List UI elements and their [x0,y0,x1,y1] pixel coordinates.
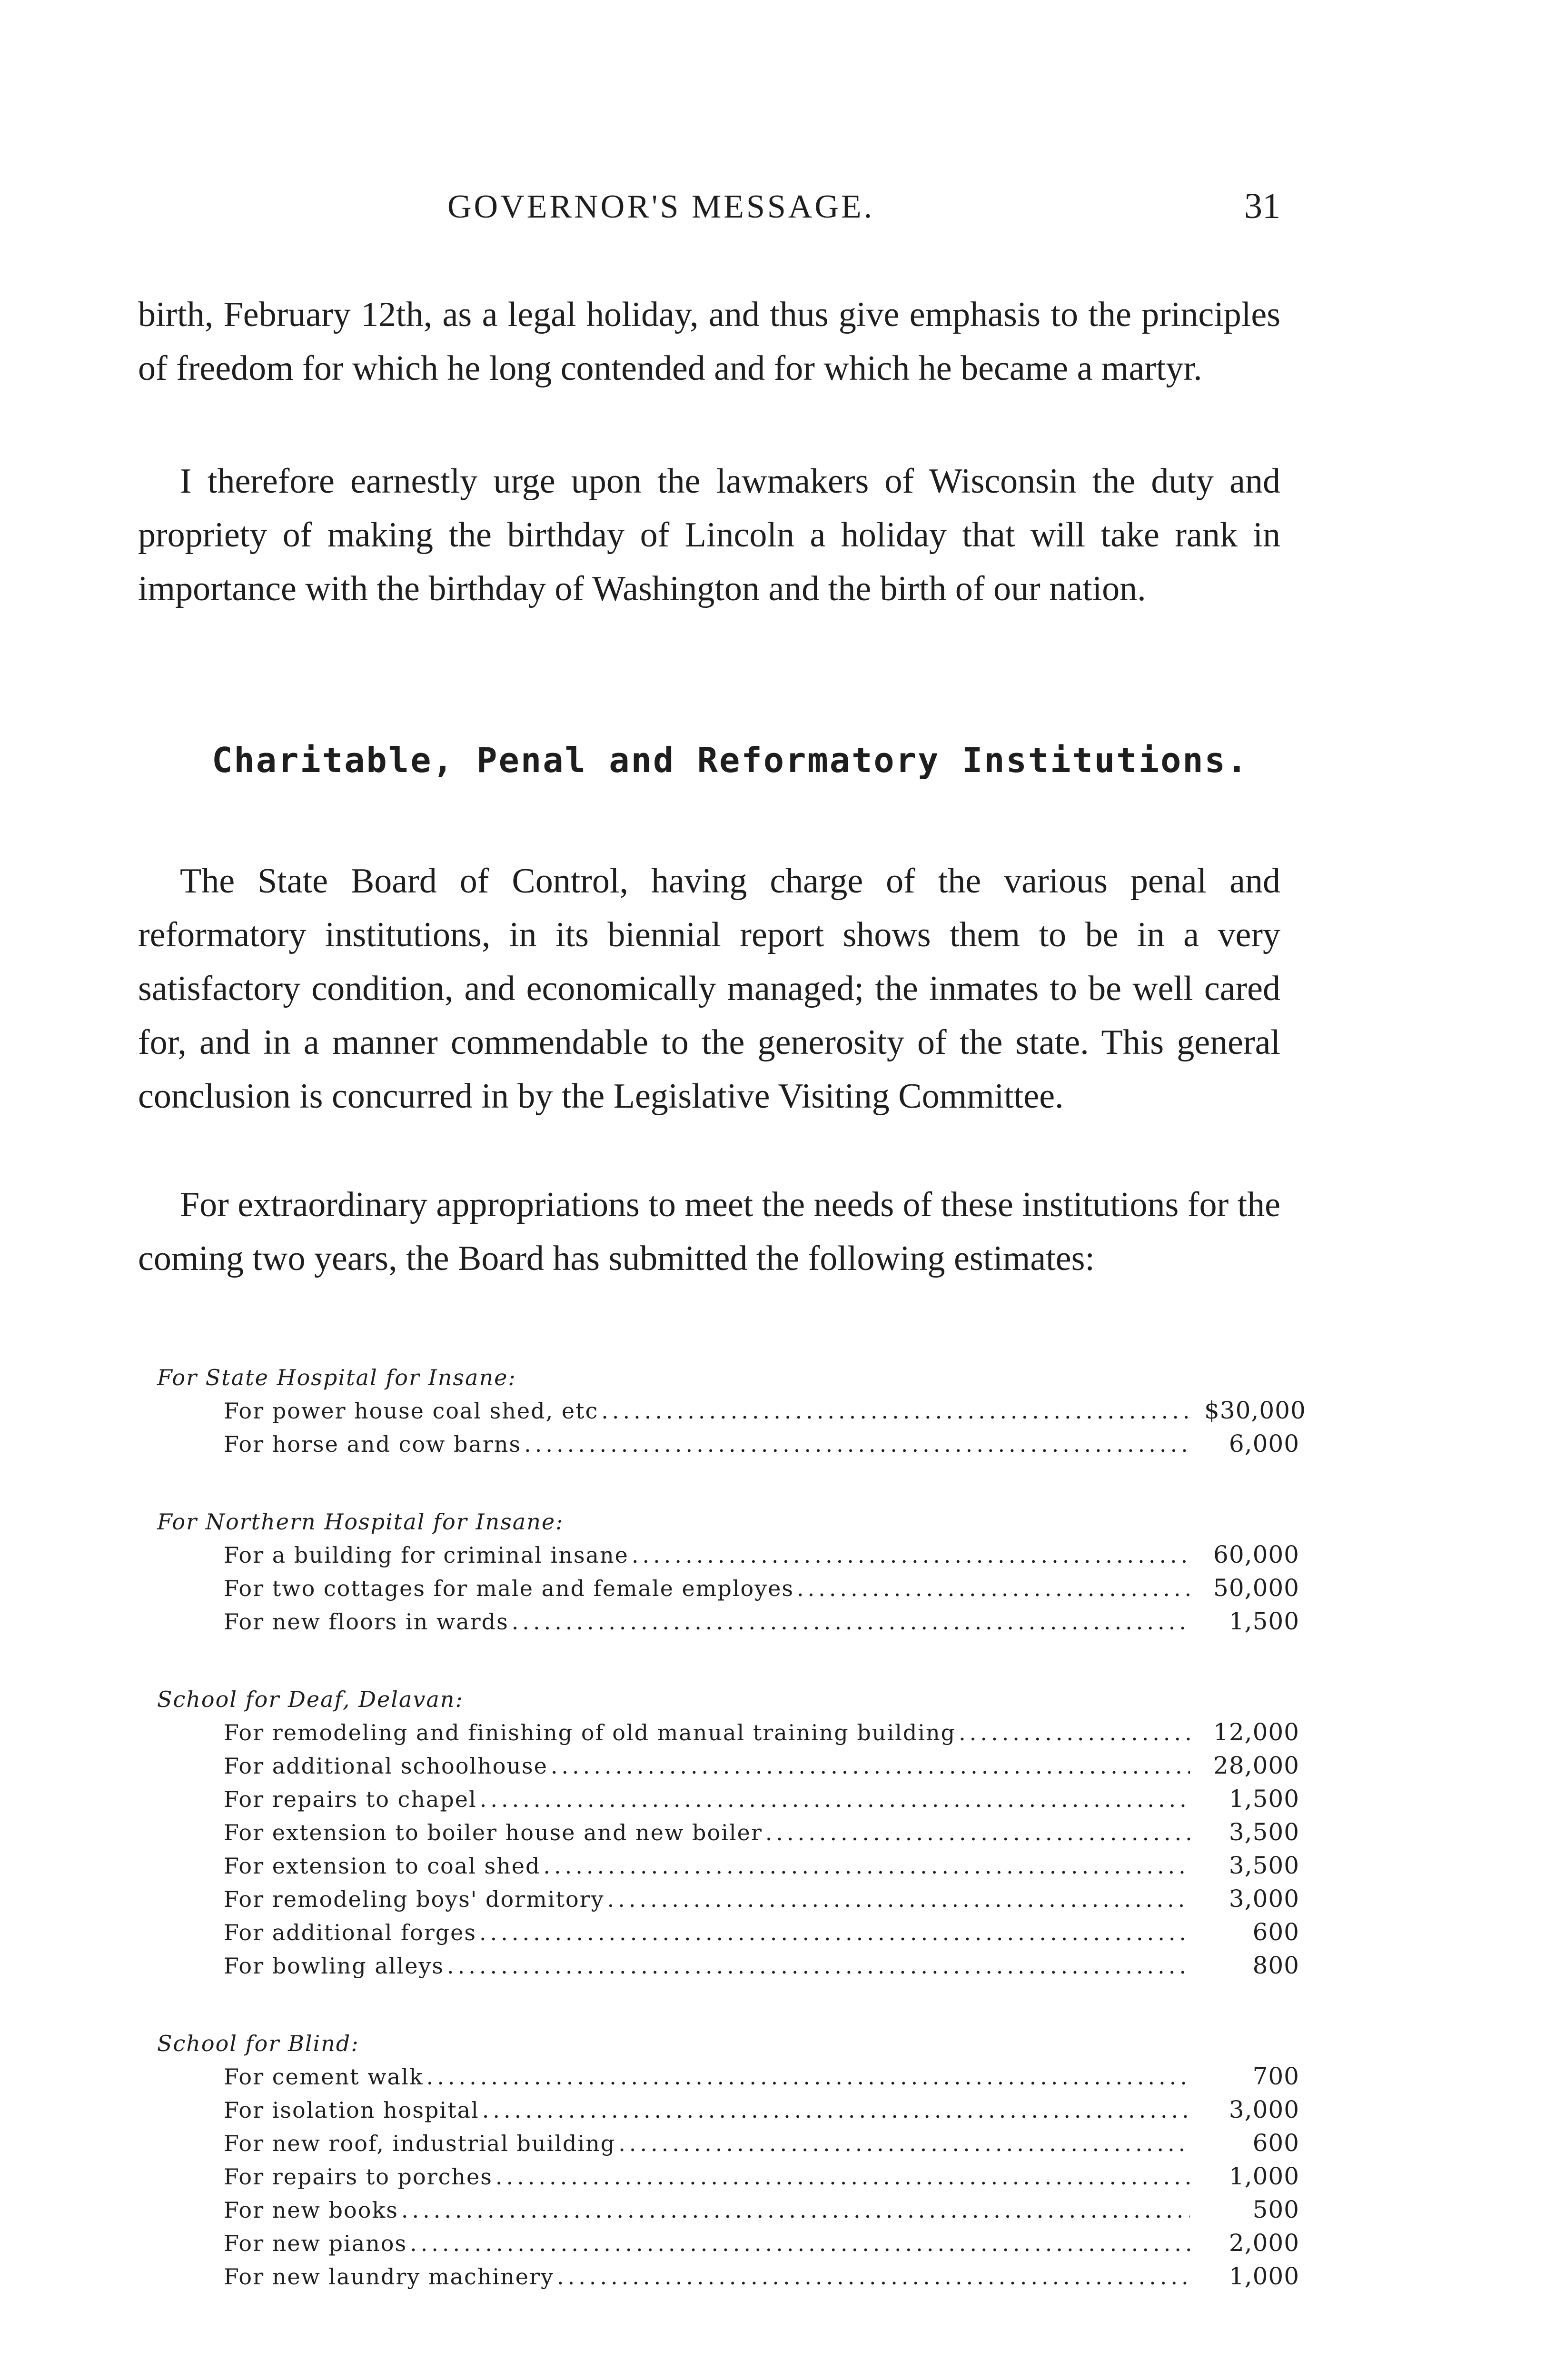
estimate-line [157,1949,1299,1982]
estimate-amount: 800 [1252,1952,1299,1979]
estimate-line [157,2060,1299,2093]
estimate-line [157,2126,1299,2160]
estimate-amount: 3,000 [1229,1885,1299,1913]
running-title: GOVERNOR'S MESSAGE. [447,188,875,225]
estimate-line [157,2160,1299,2193]
section-heading: Charitable, Penal and Reformatory Institutions. [212,740,1249,780]
estimate-description: For bowling alleys [224,1953,445,1979]
dot-leader [618,2127,1190,2160]
estimate-line [157,1394,1306,1427]
estimate-description: For cement walk [224,2064,424,2090]
estimate-amount: 3,500 [1229,1818,1299,1846]
estimate-description: For new pianos [224,2231,407,2256]
estimate-description: For horse and cow barns [224,1431,522,1457]
dot-leader [447,1949,1190,1983]
estimate-group [157,2027,1299,2293]
estimate-group [157,1683,1299,1982]
dot-leader [480,1783,1190,1816]
estimate-amount: 2,000 [1229,2229,1299,2257]
dot-leader [524,1428,1190,1461]
estimate-description: For new roof, industrial building [224,2131,616,2156]
estimate-group-title: For State Hospital for Insane: [157,1365,516,1390]
estimate-amount: 1,000 [1229,2262,1299,2290]
estimate-line [157,1782,1299,1815]
paragraph-continuation: birth, February 12th, as a legal holiday, and thus give emphasis to the principles of freedom for which he long contended and for which he became a martyr. [138,295,1280,388]
dot-leader [482,2093,1190,2127]
estimate-amount: 500 [1252,2196,1299,2223]
dot-leader [543,1849,1190,1883]
estimate-description: For power house coal shed, etc [224,1398,599,1424]
estimate-amount: 3,500 [1229,1852,1299,1879]
dot-leader [426,2060,1190,2093]
running-header [138,188,1280,240]
paragraph-lincoln-holiday: I therefore earnestly urge upon the lawmakers of Wisconsin the duty and propriety of making the birthday of Lincoln a holiday that will take rank in importance with the birthday of Washington and the birth of our nation. [138,462,1280,608]
estimate-description: For new laundry machinery [224,2264,554,2290]
dot-leader [401,2193,1190,2227]
estimate-amount: 600 [1252,1918,1299,1946]
estimate-description: For extension to boiler house and new boiler [224,1820,763,1845]
estimate-line [157,2193,1299,2226]
dot-leader [512,1605,1190,1638]
dot-leader [410,2227,1190,2260]
estimate-description: For additional schoolhouse [224,1753,548,1779]
estimate-description: For repairs to chapel [224,1786,477,1812]
dot-leader [601,1394,1190,1428]
dot-leader [765,1816,1190,1849]
estimate-line [157,1749,1299,1782]
estimate-amount: 12,000 [1213,1718,1299,1746]
estimate-amount: 60,000 [1213,1541,1299,1568]
estimate-line [157,1605,1299,1638]
estimate-line [157,1815,1299,1849]
estimate-amount: 700 [1252,2063,1299,2090]
estimate-line [157,1716,1299,1749]
estimate-line [157,1882,1299,1915]
dot-leader [479,1916,1190,1949]
estimate-amount: 6,000 [1229,1430,1299,1458]
estimate-description: For remodeling and finishing of old manual training building [224,1720,956,1745]
estimate-line [157,1538,1299,1571]
estimate-amount: 50,000 [1213,1574,1299,1602]
dot-leader [797,1572,1190,1605]
paragraph-board-of-control: The State Board of Control, having charge of the various penal and reformatory institutions, in its biennial report shows them to be in a very satisfactory condition, and economically managed; the inmates to be well cared for, and in a manner commendable to the generosity of the state. This general conclusion is concurred in by the Legislative Visiting Committee. [138,862,1280,1116]
estimate-description: For isolation hospital [224,2097,479,2123]
dot-leader [557,2260,1190,2293]
estimate-amount: 3,000 [1229,2096,1299,2123]
estimate-line [157,1915,1299,1949]
dot-leader [551,1749,1190,1783]
estimate-description: For two cottages for male and female employes [224,1576,794,1601]
dot-leader [632,1538,1190,1572]
estimates-list [157,1361,1306,2338]
estimate-description: For a building for criminal insane [224,1542,629,1568]
estimate-group-title: School for Deaf, Delavan: [157,1686,464,1712]
estimate-line [157,2260,1299,2293]
estimate-amount: $30,000 [1204,1397,1306,1424]
estimate-line [157,2226,1299,2260]
estimate-amount: 28,000 [1213,1752,1299,1779]
estimate-group [157,1506,1299,1638]
estimate-group-title: For Northern Hospital for Insane: [157,1509,564,1535]
estimate-amount: 1,000 [1229,2162,1299,2190]
estimate-line [157,2093,1299,2126]
estimate-description: For remodeling boys' dormitory [224,1886,605,1912]
estimate-description: For additional forges [224,1920,476,1945]
estimate-group [157,1361,1306,1460]
estimate-line [157,1571,1299,1605]
dot-leader [607,1883,1190,1916]
estimate-description: For new books [224,2197,398,2223]
estimate-description: For new floors in wards [224,1609,509,1635]
paragraph-appropriations: For extraordinary appropriations to meet the needs of these institutions for the coming two years, the Board has submitted the following estimates: [138,1185,1280,1278]
estimate-amount: 600 [1252,2129,1299,2157]
page-number: 31 [1244,186,1280,226]
estimate-group-title: School for Blind: [157,2031,359,2056]
estimate-line [157,1427,1299,1460]
estimate-line [157,1849,1299,1882]
estimate-amount: 1,500 [1229,1785,1299,1813]
dot-leader [959,1716,1190,1749]
estimate-description: For repairs to porches [224,2164,493,2190]
dot-leader [496,2160,1190,2193]
estimate-description: For extension to coal shed [224,1853,541,1879]
estimate-amount: 1,500 [1229,1607,1299,1635]
